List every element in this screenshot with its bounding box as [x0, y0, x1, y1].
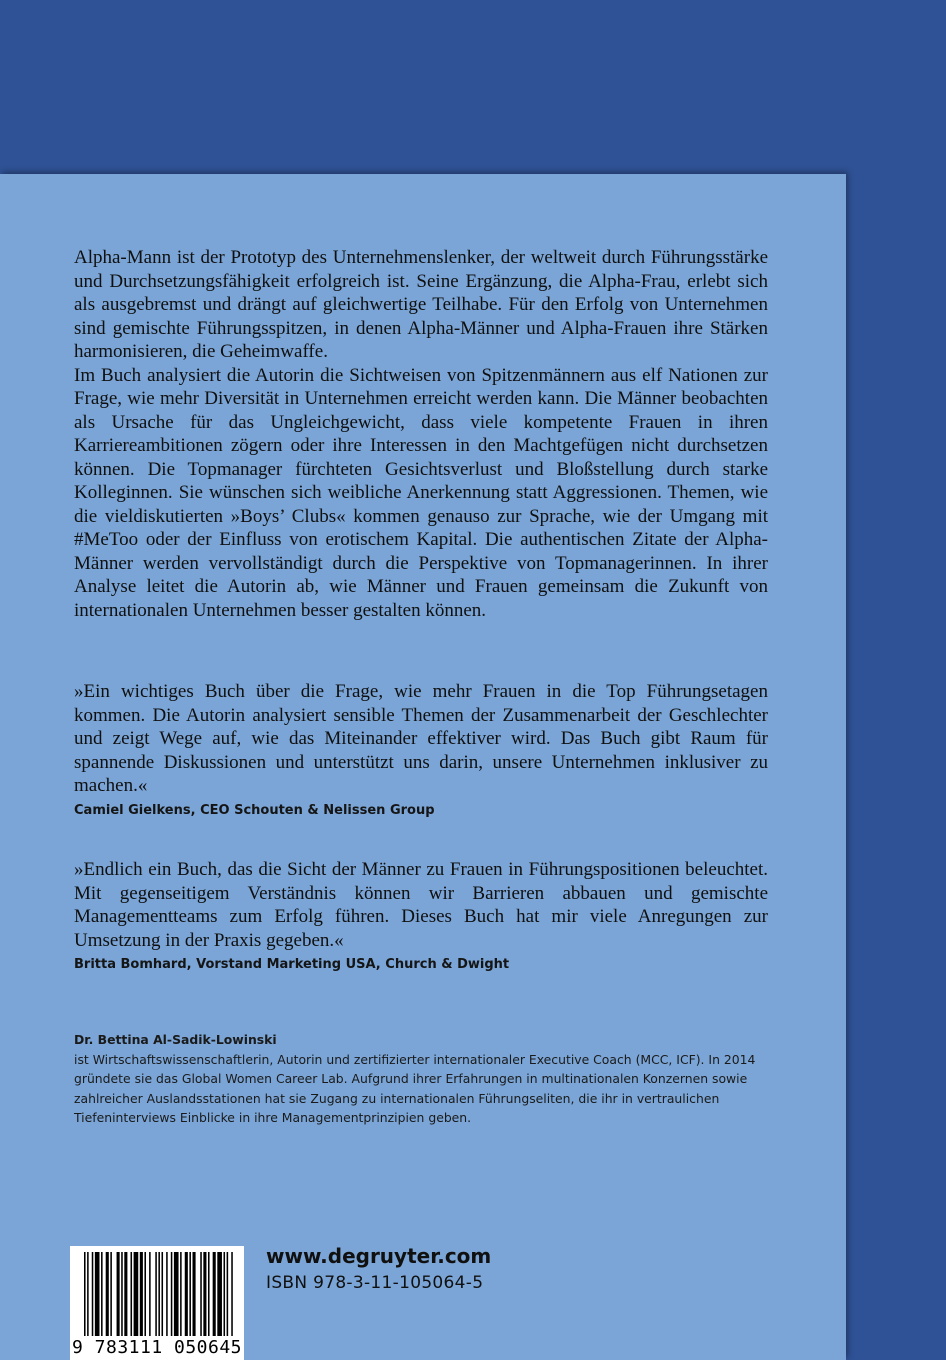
barcode-bar [227, 1252, 229, 1336]
barcode-bar [213, 1252, 216, 1336]
publisher-url: www.degruyter.com [266, 1244, 492, 1268]
testimonial-quote [74, 680, 768, 821]
back-cover-panel [0, 174, 846, 1360]
quote-attribution: Camiel Gielkens, CEO Schouten & Nelissen Group [74, 802, 435, 818]
barcode-bar [144, 1252, 146, 1336]
barcode-bar [87, 1252, 89, 1336]
barcode-bar [162, 1252, 164, 1336]
isbn-number: ISBN 978-3-11-105064-5 [266, 1273, 484, 1293]
testimonial-quote [74, 858, 768, 975]
barcode-bar [101, 1252, 103, 1336]
barcode-bar [117, 1252, 120, 1336]
barcode-bar [171, 1252, 173, 1336]
barcode-bar [95, 1252, 100, 1336]
blurb-paragraph: Alpha-Mann ist der Prototyp des Unternehmenslenker, der weltweit durch Führungsstärke und Durchsetzungsfähigkeit erfolgreich ist. Seine Ergänzung, die Alpha-Frau, erlebt sich als ausgebremst und drängt auf gleichwertige Teilhabe. Für den Erfolg von Unternehmen sind gemischte Führungsspitzen, in denen Alpha-Männer und Alpha-Frauen ihre Stärken harmonisieren, die Geheimwaffe. [74, 247, 768, 362]
publisher-info [266, 1242, 491, 1296]
barcode-bars [70, 1246, 244, 1338]
barcode-bar [149, 1252, 151, 1336]
barcode-bar [84, 1252, 86, 1336]
barcode-bar [180, 1252, 182, 1336]
author-bio-text: ist Wirtschaftswissenschaftlerin, Autorin und zertifizierter internationaler Executive Coach (MCC, ICF). In 2014 gründete sie das Global Women Career Lab. Aufgrund ihrer Erfahrungen in multinationalen Konzernen sowie zahlreicher Auslandsstationen hat sie Zugang zu internationalen Führungseliten, die ihr in vertraulichen Tiefeninterviews Einblicke in ihre Managementprinzipien geben. [74, 1051, 756, 1126]
barcode-bar [166, 1252, 168, 1336]
barcode-bar [217, 1252, 222, 1336]
quote-attribution: Britta Bomhard, Vorstand Marketing USA, Church & Dwight [74, 957, 510, 972]
barcode-bar [134, 1252, 139, 1336]
book-blurb [74, 246, 768, 622]
barcode-bar [106, 1252, 109, 1336]
barcode-bar [124, 1252, 127, 1336]
barcode-bar [155, 1252, 157, 1336]
barcode-bar [231, 1252, 233, 1336]
quote-text: »Endlich ein Buch, das die Sicht der Männer zu Frauen in Führungspositionen beleuchtet. Mit gegenseitigem Verständnis können wir Barrieren abbauen und gemischte Managementteams zum Erfolg führen. Dieses Buch hat mir viele Anregungen zur Umsetzung in der Praxis gegeben.« [74, 859, 768, 951]
blurb-paragraph: Im Buch analysiert die Autorin die Sichtweisen von Spitzenmännern aus elf Nationen zur Frage, wie mehr Diversität in Unternehmen erreicht werden kann. Die Männer beobachten als Ursache für das Ungleichgewicht, dass viele kompetente Frauen in ihren Karriereambitionen zögern oder ihre Interessen in den Machtgefügen nicht durchsetzen können. Die Topmanager fürchteten Gesichtsverlust und Bloßstellung durch starke Kolleginnen. Sie wünschen sich weibliche Anerkennung statt Aggressionen. Themen, wie die vieldiskutierten »Boys’ Clubs« kommen genauso zur Sprache, wie der Umgang mit #MeToo oder der Einfluss von erotischem Kapital. Die authentischen Zitate der Alpha-Männer werden vervollständigt durch die Perspektive von Topmanagerinnen. In ihrer Analyse leitet die Autorin ab, wie Männer und Frauen gemeinsam die Zukunft von internationalen Unternehmen besser gestalten können. [74, 364, 768, 621]
barcode-bar [193, 1252, 196, 1336]
barcode-bar [131, 1252, 133, 1336]
barcode-bar [158, 1252, 160, 1336]
isbn-barcode [70, 1246, 244, 1360]
barcode-bar [200, 1252, 202, 1336]
author-bio [74, 1030, 774, 1128]
barcode-bar [203, 1252, 206, 1336]
barcode-bar [208, 1252, 210, 1336]
barcode-bar [121, 1252, 123, 1336]
barcode-bar [185, 1252, 188, 1336]
author-name: Dr. Bettina Al-Sadik-Lowinski [74, 1032, 277, 1047]
barcode-bar [110, 1252, 112, 1336]
barcode-bar [140, 1252, 143, 1336]
barcode-bar [224, 1252, 226, 1336]
quote-text: »Ein wichtiges Buch über die Frage, wie mehr Frauen in die Top Führungsetagen kommen. Die Autorin analysiert sensible Themen der Zusammenarbeit der Geschlechter und zeigt Wege auf, wie das Miteinander effektiver wird. Das Buch gibt Raum für spannende Diskussionen und unterstützt uns darin, unsere Unternehmen inklusiver zu machen.« [74, 681, 768, 796]
barcode-digits: 9 783111 050645 [71, 1337, 243, 1358]
barcode-bar [92, 1252, 94, 1336]
barcode-bar [189, 1252, 191, 1336]
barcode-bar [174, 1252, 179, 1336]
